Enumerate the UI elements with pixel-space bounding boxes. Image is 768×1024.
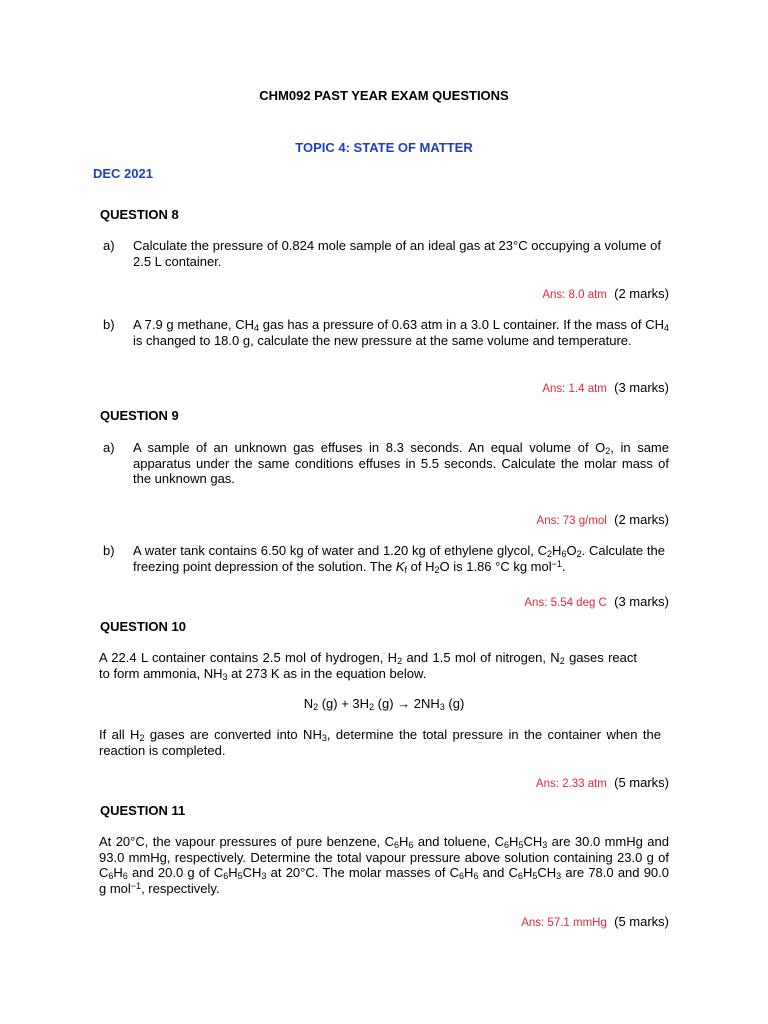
answer-text: Ans: 1.4 atm [542,383,607,395]
q11-text: At 20°C, the vapour pressures of pure benzene, $C_6H_6$ and toluene, $C_6H_5CH_3$ are 30.0 mmHg and 93.0 mmHg, respectively. Determine the total vapour pressure above solution containing 23.0 g of $C_6H_6$ and 20.0 g of $C_6H_5CH_3$ at 20°C. The molar masses of $C_6H_6$ and $C_6H_5CH_3$ are 78.0 and 90.0 g mol$^{-1}$, respectively. [99,834,670,896]
q8-b-answer [400,380,669,395]
marks: (5 marks) [614,914,669,929]
q10-answer [400,775,669,790]
q8-a-text: Calculate the pressure of 0.824 mole sample of an ideal gas at 23°C occupying a volume of 2.5 L container. [133,238,661,269]
answer-text: Ans: 73 g/mol [536,515,607,527]
q11-answer [400,914,669,929]
question-9-heading: QUESTION 9 [100,408,179,423]
question-10-heading: QUESTION 10 [100,619,186,634]
question-11-heading: QUESTION 11 [100,803,186,818]
q8-b-label: b) [103,317,115,332]
q9-b-label: b) [103,543,115,558]
q8-a-label: a) [103,238,115,253]
q10-text: A 22.4 L container contains 2.5 mol of hydrogen, $H_2$ and 1.5 mol of nitrogen, $N_2$ gases react to form ammonia, $NH_3$ at 273 K as in the equation below. [99,650,637,682]
answer-text: Ans: 2.33 atm [535,778,607,790]
answer-text: Ans: 8.0 atm [542,289,607,301]
marks: (2 marks) [614,286,669,301]
q8-b-text: A 7.9 g methane, $CH_4$ gas has a pressure of 0.63 atm in a 3.0 L container. If the mass of $CH_4$ is changed to 18.0 g, calculate the new pressure at the same volume and temperature. [133,317,669,348]
q9-a-label: a) [103,440,115,455]
topic-heading: TOPIC 4: STATE OF MATTER [295,140,473,155]
q9-b-answer [400,594,669,609]
marks: (5 marks) [614,775,669,790]
q9-a-answer [400,512,669,527]
q8-a-answer [400,286,669,301]
answer-text: Ans: 57.1 mmHg [521,917,607,929]
page-title: CHM092 PAST YEAR EXAM QUESTIONS [259,88,509,103]
q10-question: If all $H_2$ gases are converted into $NH_3$, determine the total pressure in the container when the reaction is completed. [99,727,661,758]
question-8-heading: QUESTION 8 [100,207,179,222]
marks: (3 marks) [614,380,669,395]
q9-b-text: A water tank contains 6.50 kg of water and 1.20 kg of ethylene glycol, $C_2H_6O_2$. Calculate the freezing point depression of the solution. The $K_f$ of $H_2O$ is 1.86 °C kg mol$^{-1}$. [133,543,665,575]
marks: (3 marks) [614,594,669,609]
q9-a-text: A sample of an unknown gas effuses in 8.3 seconds. An equal volume of $O_2$, in same apparatus under the same conditions effuses in 5.5 seconds. Calculate the molar mass of the unknown gas. [133,440,669,486]
marks: (2 marks) [614,512,669,527]
q10-equation: $N_2$ $(g) + 3H_2$ $(g) \to 2NH_3$ (g) [303,696,465,712]
session-heading: DEC 2021 [93,166,153,181]
answer-text: Ans: 5.54 deg C [524,597,607,609]
